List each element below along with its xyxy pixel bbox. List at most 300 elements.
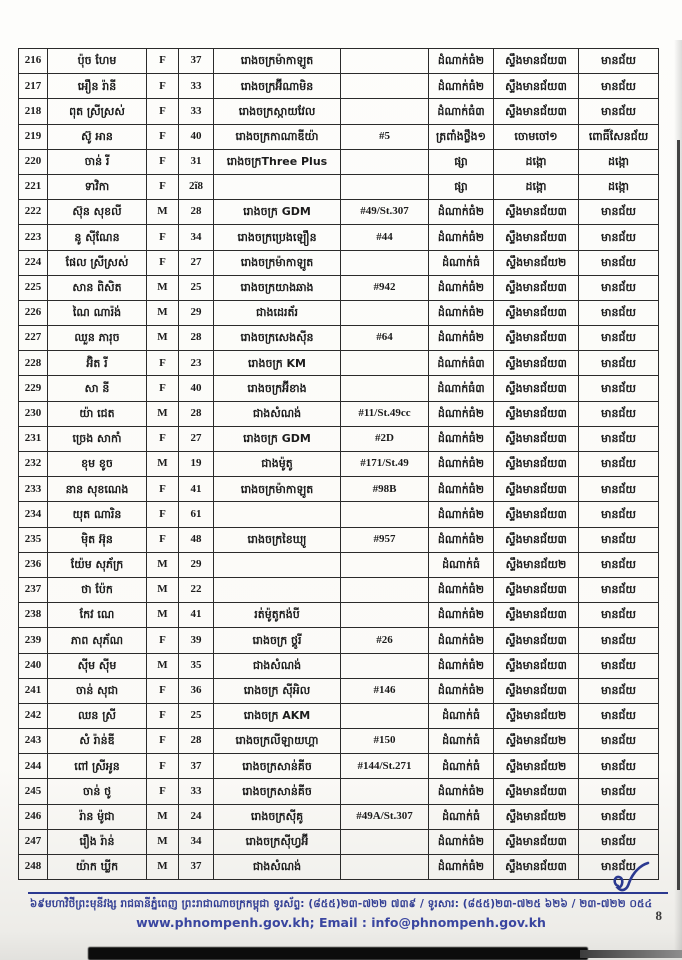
cell-village: ដំណាក់ធំ២ — [429, 577, 494, 602]
cell-village: ដំណាក់ធំ២ — [429, 225, 494, 250]
table-row — [19, 754, 659, 779]
cell-khan: មានជ័យ — [579, 829, 659, 854]
cell-name: ភាព សុភ័ណ — [48, 628, 147, 653]
table-row — [19, 628, 659, 653]
signature-check-icon — [608, 860, 656, 896]
cell-occupation: ជាងសំណង់ — [214, 653, 341, 678]
cell-khan: មានជ័យ — [579, 477, 659, 502]
cell-no: 237 — [19, 577, 48, 602]
cell-village: ដំណាក់ធំ២ — [429, 275, 494, 300]
cell-sangkat: ចោមចៅ១ — [494, 124, 579, 149]
cell-village: ដំណាក់ធំ២ — [429, 653, 494, 678]
cell-occupation: រោងចក្រស៊ីគូ — [214, 804, 341, 829]
cell-occupation: រោងចក្រខៃឃ្យូ — [214, 527, 341, 552]
cell-sex: F — [147, 527, 179, 552]
cell-name: ម៉ិត អ៊ុន — [48, 527, 147, 552]
cell-sangkat: ស្ទឹងមានជ័យ៣ — [494, 351, 579, 376]
table-row — [19, 477, 659, 502]
cell-address — [341, 300, 429, 325]
cell-address: #98B — [341, 477, 429, 502]
page-number: 8 — [655, 908, 662, 923]
cell-address — [341, 74, 429, 99]
cell-no: 220 — [19, 149, 48, 174]
cell-name: ឈន ស្រី — [48, 703, 147, 728]
cell-name: ខុម ខូច — [48, 452, 147, 477]
cell-occupation: រោងចក្រ ស៊ីអិល — [214, 678, 341, 703]
cell-sangkat: ស្ទឹងមានជ័យ៣ — [494, 225, 579, 250]
table-row — [19, 703, 659, 728]
cell-sangkat: ស្ទឹងមានជ័យ៣ — [494, 74, 579, 99]
cell-sex: F — [147, 99, 179, 124]
cell-no: 233 — [19, 477, 48, 502]
cell-age: 33 — [179, 74, 214, 99]
cell-age: 28 — [179, 326, 214, 351]
table-row — [19, 351, 659, 376]
cell-name: ផែល ស្រីស្រស់ — [48, 250, 147, 275]
cell-sangkat: ស្ទឹងមានជ័យ៣ — [494, 300, 579, 325]
cell-age: 34 — [179, 225, 214, 250]
cell-village: ផ្សា — [429, 174, 494, 199]
cell-name: នូ ស៊ីណែន — [48, 225, 147, 250]
cell-khan: មានជ័យ — [579, 754, 659, 779]
table-row — [19, 74, 659, 99]
table-row — [19, 200, 659, 225]
cell-occupation: ជាងដេរត័រ — [214, 300, 341, 325]
cell-village: ដំណាក់ធំ — [429, 804, 494, 829]
cell-sangkat: ស្ទឹងមានជ័យ៣ — [494, 376, 579, 401]
cell-khan: មានជ័យ — [579, 376, 659, 401]
cell-sex: F — [147, 124, 179, 149]
table-row — [19, 855, 659, 880]
cell-age: 29 — [179, 300, 214, 325]
cell-village: ដំណាក់ធំ២ — [429, 74, 494, 99]
cell-khan: មានជ័យ — [579, 250, 659, 275]
table-row — [19, 502, 659, 527]
cell-no: 230 — [19, 401, 48, 426]
table-row — [19, 174, 659, 199]
cell-no: 231 — [19, 426, 48, 451]
cell-address — [341, 376, 429, 401]
cell-sangkat: ស្ទឹងមានជ័យ២ — [494, 754, 579, 779]
cell-khan: មានជ័យ — [579, 49, 659, 74]
cell-sangkat: ស្ទឹងមានជ័យ៣ — [494, 628, 579, 653]
scan-bottom-bar-gray — [580, 950, 682, 958]
cell-sex: M — [147, 275, 179, 300]
cell-sangkat: ស្ទឹងមានជ័យ២ — [494, 703, 579, 728]
cell-age: 35 — [179, 653, 214, 678]
cell-occupation — [214, 174, 341, 199]
cell-no: 245 — [19, 779, 48, 804]
cell-age: 37 — [179, 49, 214, 74]
cell-khan: មានជ័យ — [579, 552, 659, 577]
cell-village: ដំណាក់ធំ — [429, 250, 494, 275]
cell-age: 29 — [179, 552, 214, 577]
cell-name: ថា ប៉ែក — [48, 577, 147, 602]
cell-sangkat: ស្ទឹងមានជ័យ៣ — [494, 653, 579, 678]
cell-age: 39 — [179, 628, 214, 653]
cell-occupation: រោងចក្រម៉ាកាឡូត — [214, 477, 341, 502]
cell-sangkat: ស្ទឹងមានជ័យ៣ — [494, 577, 579, 602]
cell-sex: F — [147, 678, 179, 703]
cell-name: អ៊ិត រី — [48, 351, 147, 376]
cell-village: ដំណាក់ធំ — [429, 729, 494, 754]
cell-age: 28 — [179, 200, 214, 225]
cell-village: ដំណាក់ធំ — [429, 703, 494, 728]
cell-sangkat: ស្ទឹងមានជ័យ៣ — [494, 477, 579, 502]
cell-occupation: រោងចក្រប្រេងឡឿន — [214, 225, 341, 250]
cell-name: ចាន់ សុជា — [48, 678, 147, 703]
cell-sangkat: ស្ទឹងមានជ័យ២ — [494, 729, 579, 754]
cell-khan: មានជ័យ — [579, 729, 659, 754]
cell-khan: មានជ័យ — [579, 527, 659, 552]
cell-village: ដំណាក់ធំ២ — [429, 603, 494, 628]
residents-table — [18, 48, 659, 880]
cell-age: 33 — [179, 99, 214, 124]
cell-sex: F — [147, 225, 179, 250]
cell-address: #49/St.307 — [341, 200, 429, 225]
cell-name: នាន សុខណេង — [48, 477, 147, 502]
cell-sangkat: ស្ទឹងមានជ័យ៣ — [494, 678, 579, 703]
cell-occupation: រោងចក្រ AKM — [214, 703, 341, 728]
cell-name: ពុត ស្រីស្រស់ — [48, 99, 147, 124]
cell-sex: M — [147, 300, 179, 325]
cell-khan: មានជ័យ — [579, 779, 659, 804]
cell-occupation: ជាងសំណង់ — [214, 401, 341, 426]
cell-address — [341, 502, 429, 527]
cell-sangkat: ស្ទឹងមានជ័យ៣ — [494, 527, 579, 552]
cell-age: 61 — [179, 502, 214, 527]
cell-age: 36 — [179, 678, 214, 703]
cell-village: ដំណាក់ធំ៣ — [429, 351, 494, 376]
cell-address: #2D — [341, 426, 429, 451]
cell-occupation: រោងចក្រលីឡាយហ្គា — [214, 729, 341, 754]
cell-sex: F — [147, 426, 179, 451]
cell-age: 48 — [179, 527, 214, 552]
cell-khan: មានជ័យ — [579, 804, 659, 829]
cell-sex: M — [147, 326, 179, 351]
cell-sangkat: ស្ទឹងមានជ័យ២ — [494, 552, 579, 577]
cell-no: 228 — [19, 351, 48, 376]
table-row — [19, 250, 659, 275]
scan-bottom-bar — [88, 947, 588, 960]
cell-name: សំ រ៉ាន់ឌី — [48, 729, 147, 754]
cell-age: 28 — [179, 401, 214, 426]
cell-village: ដំណាក់ធំ៣ — [429, 376, 494, 401]
cell-no: 240 — [19, 653, 48, 678]
table-row — [19, 452, 659, 477]
cell-occupation — [214, 502, 341, 527]
cell-khan: មានជ័យ — [579, 99, 659, 124]
cell-occupation: រោងចក្រ GDM — [214, 200, 341, 225]
cell-address — [341, 174, 429, 199]
cell-age: 25 — [179, 275, 214, 300]
cell-name: ចាន់ ថូ — [48, 779, 147, 804]
table-row — [19, 779, 659, 804]
cell-name: ស៊ូ អាន — [48, 124, 147, 149]
cell-occupation: រោងចក្រស្កាយវែល — [214, 99, 341, 124]
cell-sex: M — [147, 829, 179, 854]
cell-age: 27 — [179, 250, 214, 275]
cell-name: ប៉ុច ហែម — [48, 49, 147, 74]
cell-age: 27 — [179, 426, 214, 451]
cell-sex: M — [147, 577, 179, 602]
cell-village: ដំណាក់ធំ២ — [429, 527, 494, 552]
cell-khan: មានជ័យ — [579, 300, 659, 325]
table-body — [19, 49, 659, 880]
cell-address: #26 — [341, 628, 429, 653]
cell-address — [341, 250, 429, 275]
cell-name: កែវ ណេ — [48, 603, 147, 628]
cell-age: 25 — [179, 703, 214, 728]
cell-no: 219 — [19, 124, 48, 149]
cell-village: ដំណាក់ធំ២ — [429, 829, 494, 854]
cell-sex: F — [147, 351, 179, 376]
cell-occupation: រោងចក្រកាណាឌីយ៉ា — [214, 124, 341, 149]
cell-age: 37 — [179, 754, 214, 779]
cell-village: ដំណាក់ធំ — [429, 552, 494, 577]
cell-sex: F — [147, 703, 179, 728]
cell-occupation: រោងចក្រម៉ាកាឡូត — [214, 49, 341, 74]
cell-no: 239 — [19, 628, 48, 653]
cell-name: យ៉ា ជេត — [48, 401, 147, 426]
table-row — [19, 729, 659, 754]
cell-name: រឿង រ៉ាន់ — [48, 829, 147, 854]
cell-occupation: រោងចក្រ KM — [214, 351, 341, 376]
cell-village: ដំណាក់ធំ២ — [429, 477, 494, 502]
cell-age: 34 — [179, 829, 214, 854]
cell-sangkat: ស្ទឹងមានជ័យ៣ — [494, 426, 579, 451]
cell-village: ត្រពាំងថ្លឹង១ — [429, 124, 494, 149]
table-row — [19, 653, 659, 678]
cell-village: ដំណាក់ធំ២ — [429, 426, 494, 451]
cell-address: #146 — [341, 678, 429, 703]
cell-no: 242 — [19, 703, 48, 728]
cell-sangkat: ស្ទឹងមានជ័យ៣ — [494, 452, 579, 477]
cell-address — [341, 99, 429, 124]
cell-occupation: រោងចក្រអ៊ីខាង — [214, 376, 341, 401]
cell-age: 31 — [179, 149, 214, 174]
cell-address: #11/St.49cc — [341, 401, 429, 426]
cell-sex: F — [147, 502, 179, 527]
cell-sex: F — [147, 74, 179, 99]
cell-occupation: រោងចក្រThree Plus — [214, 149, 341, 174]
table-row — [19, 300, 659, 325]
cell-village: ដំណាក់ធំ២ — [429, 452, 494, 477]
cell-name: រ៉ាន ម៉ូជា — [48, 804, 147, 829]
cell-occupation: រោងចក្រអ៊ីណាមិន — [214, 74, 341, 99]
cell-khan: ពោធិ៍សែនជ័យ — [579, 124, 659, 149]
cell-name: អឿន រ៉ានី — [48, 74, 147, 99]
cell-sex: M — [147, 603, 179, 628]
cell-sex: F — [147, 754, 179, 779]
cell-address — [341, 552, 429, 577]
cell-no: 227 — [19, 326, 48, 351]
cell-sangkat: ស្ទឹងមានជ័យ៣ — [494, 502, 579, 527]
cell-no: 216 — [19, 49, 48, 74]
cell-khan: មានជ័យ — [579, 401, 659, 426]
cell-name: យុត ណារិន — [48, 502, 147, 527]
cell-age: 40 — [179, 376, 214, 401]
cell-address — [341, 577, 429, 602]
cell-address: #171/St.49 — [341, 452, 429, 477]
cell-sex: F — [147, 729, 179, 754]
cell-name: ចាន់ រី — [48, 149, 147, 174]
cell-no: 222 — [19, 200, 48, 225]
table-row — [19, 426, 659, 451]
scan-edge-line — [677, 140, 680, 890]
table-row — [19, 527, 659, 552]
cell-no: 247 — [19, 829, 48, 854]
cell-no: 225 — [19, 275, 48, 300]
cell-khan: មានជ័យ — [579, 351, 659, 376]
cell-name: ឈួន ភារុច — [48, 326, 147, 351]
cell-address — [341, 653, 429, 678]
cell-address — [341, 351, 429, 376]
cell-address — [341, 829, 429, 854]
cell-no: 218 — [19, 99, 48, 124]
cell-name: ទាវិកា — [48, 174, 147, 199]
cell-village: ដំណាក់ធំ២ — [429, 49, 494, 74]
cell-sex: M — [147, 452, 179, 477]
cell-age: 41 — [179, 477, 214, 502]
cell-sex: M — [147, 200, 179, 225]
cell-occupation: រោងចក្រសាន់គីច — [214, 779, 341, 804]
cell-sangkat: ស្ទឹងមានជ័យ៣ — [494, 200, 579, 225]
cell-khan: មានជ័យ — [579, 678, 659, 703]
table-row — [19, 577, 659, 602]
cell-no: 238 — [19, 603, 48, 628]
cell-khan: ដង្កោ — [579, 174, 659, 199]
cell-occupation: រោងចក្រសេងស៊ីន — [214, 326, 341, 351]
table-row — [19, 603, 659, 628]
cell-no: 248 — [19, 855, 48, 880]
table-row — [19, 149, 659, 174]
cell-name: ច្រេង សាកាំ — [48, 426, 147, 451]
cell-name: យ៉ាក ឃ្លីក — [48, 855, 147, 880]
cell-name: ពៅ ស្រីអូន — [48, 754, 147, 779]
cell-khan: មានជ័យ — [579, 628, 659, 653]
cell-village: ដំណាក់ធំ២ — [429, 628, 494, 653]
cell-village: ដំណាក់ធំ២ — [429, 855, 494, 880]
cell-no: 243 — [19, 729, 48, 754]
cell-village: ដំណាក់ធំ២ — [429, 779, 494, 804]
cell-no: 236 — [19, 552, 48, 577]
cell-name: សាន ពិសិត — [48, 275, 147, 300]
cell-occupation: រត់ម៉ូតូកង់បី — [214, 603, 341, 628]
cell-no: 226 — [19, 300, 48, 325]
cell-village: ដំណាក់ធំ២ — [429, 678, 494, 703]
cell-occupation — [214, 577, 341, 602]
cell-khan: មានជ័យ — [579, 74, 659, 99]
cell-sangkat: ស្ទឹងមានជ័យ៣ — [494, 49, 579, 74]
cell-age: 41 — [179, 603, 214, 628]
cell-address: #64 — [341, 326, 429, 351]
cell-name: ស៊ីម ស៊ីម — [48, 653, 147, 678]
cell-khan: មានជ័យ — [579, 200, 659, 225]
cell-address: #957 — [341, 527, 429, 552]
cell-village: ដំណាក់ធំ២ — [429, 502, 494, 527]
cell-sex: F — [147, 477, 179, 502]
cell-sangkat: ស្ទឹងមានជ័យ៣ — [494, 275, 579, 300]
cell-address — [341, 603, 429, 628]
cell-no: 224 — [19, 250, 48, 275]
cell-age: 33 — [179, 779, 214, 804]
cell-sex: M — [147, 653, 179, 678]
cell-sangkat: ស្ទឹងមានជ័យ៣ — [494, 326, 579, 351]
cell-sex: F — [147, 250, 179, 275]
cell-sangkat: ដង្កោ — [494, 149, 579, 174]
cell-name: ណៃ ណារ៉ង់ — [48, 300, 147, 325]
cell-village: ដំណាក់ធំ៣ — [429, 99, 494, 124]
cell-khan: មានជ័យ — [579, 452, 659, 477]
cell-no: 223 — [19, 225, 48, 250]
table-row — [19, 804, 659, 829]
cell-age: 37 — [179, 855, 214, 880]
cell-village: ដំណាក់ធំ២ — [429, 300, 494, 325]
table-row — [19, 124, 659, 149]
cell-occupation: ជាងម៉ូតូ — [214, 452, 341, 477]
cell-no: 232 — [19, 452, 48, 477]
cell-khan: មានជ័យ — [579, 426, 659, 451]
cell-address — [341, 703, 429, 728]
cell-khan: មានជ័យ — [579, 225, 659, 250]
cell-sangkat: ស្ទឹងមានជ័យ៣ — [494, 401, 579, 426]
cell-age: 28 — [179, 729, 214, 754]
cell-khan: មានជ័យ — [579, 577, 659, 602]
footer-address-line: ៦៩មហាវិថីព្រះមុនីវង្ស រាជធានីភ្នំពេញ ព្រះរាជាណាចក្រកម្ពុជា ទូរស័ព្ទ: (៨៥៥)២៣-៧២២ ៧៣៩ / ទូរសារ: (៨៥៥)២៣-៧២៥ ៦២៦ / ២៣-៧២២ ០៥៤ — [29, 898, 653, 910]
cell-khan: មានជ័យ — [579, 326, 659, 351]
cell-address: #150 — [341, 729, 429, 754]
footer-divider — [28, 892, 668, 894]
cell-age: 2ĩ8 — [179, 174, 214, 199]
cell-occupation: រោងចក្រម៉ាកាឡូត — [214, 250, 341, 275]
table-row — [19, 326, 659, 351]
cell-sangkat: ស្ទឹងមានជ័យ៣ — [494, 603, 579, 628]
cell-no: 217 — [19, 74, 48, 99]
cell-age: 19 — [179, 452, 214, 477]
cell-address — [341, 49, 429, 74]
cell-address: #44 — [341, 225, 429, 250]
cell-no: 229 — [19, 376, 48, 401]
cell-no: 241 — [19, 678, 48, 703]
cell-khan: មានជ័យ — [579, 653, 659, 678]
cell-occupation: ជាងសំណង់ — [214, 855, 341, 880]
cell-occupation — [214, 552, 341, 577]
cell-sex: F — [147, 149, 179, 174]
cell-no: 234 — [19, 502, 48, 527]
cell-address — [341, 149, 429, 174]
cell-occupation: រោងចក្រយាងឆាង — [214, 275, 341, 300]
cell-khan: មានជ័យ — [579, 703, 659, 728]
cell-age: 22 — [179, 577, 214, 602]
table-row — [19, 552, 659, 577]
cell-no: 244 — [19, 754, 48, 779]
table-row — [19, 49, 659, 74]
cell-village: ដំណាក់ធំ២ — [429, 200, 494, 225]
footer-website-line[interactable]: www.phnompenh.gov.kh; Email : info@phnompenh.gov.kh — [136, 915, 546, 930]
cell-sex: F — [147, 628, 179, 653]
cell-age: 23 — [179, 351, 214, 376]
cell-village: ដំណាក់ធំ២ — [429, 401, 494, 426]
cell-sex: M — [147, 552, 179, 577]
table-row — [19, 401, 659, 426]
cell-name: សា នី — [48, 376, 147, 401]
cell-no: 221 — [19, 174, 48, 199]
table-row — [19, 225, 659, 250]
table-row — [19, 99, 659, 124]
cell-address: #942 — [341, 275, 429, 300]
cell-name: យ៉ែម សុភ័ក្រ — [48, 552, 147, 577]
